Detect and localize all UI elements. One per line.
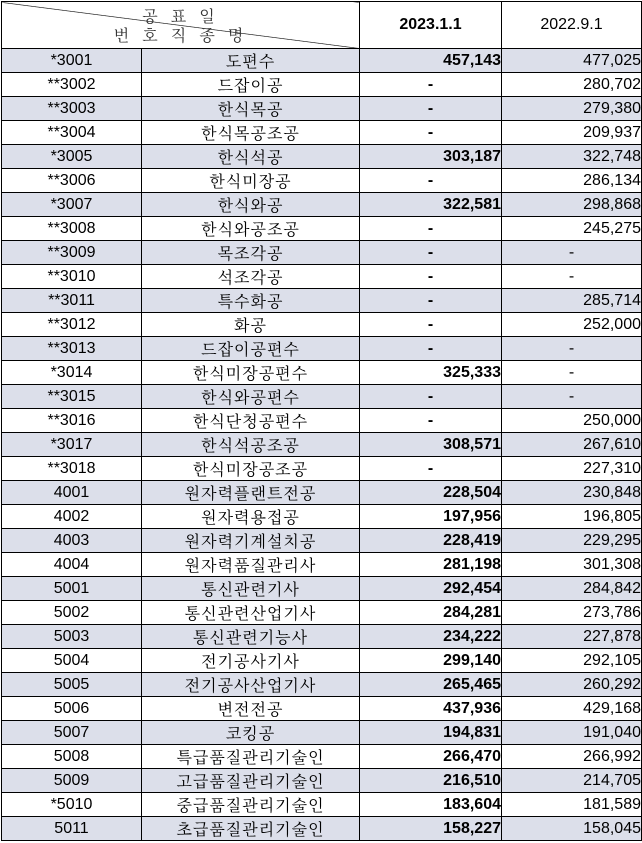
row-wage-2022-cell: 227,310 bbox=[502, 457, 642, 481]
row-wage-2022-cell: 477,025 bbox=[502, 49, 642, 73]
row-job-name-cell: 한식미장공 bbox=[142, 169, 360, 193]
table-row bbox=[2, 553, 642, 577]
table-row bbox=[2, 673, 642, 697]
row-number-cell: 4001 bbox=[2, 481, 142, 505]
row-number-cell: **3010 bbox=[2, 265, 142, 289]
row-wage-2023-cell: 292,454 bbox=[360, 577, 502, 601]
row-job-name-cell: 석조각공 bbox=[142, 265, 360, 289]
row-wage-2022-cell: 285,714 bbox=[502, 289, 642, 313]
row-wage-2022-cell: - bbox=[502, 241, 642, 265]
row-job-name-cell: 한식와공편수 bbox=[142, 385, 360, 409]
row-number-cell: *3014 bbox=[2, 361, 142, 385]
row-number-cell: 5001 bbox=[2, 577, 142, 601]
row-job-name-cell: 중급품질관리기술인 bbox=[142, 793, 360, 817]
table-row bbox=[2, 505, 642, 529]
row-job-name-cell: 목조각공 bbox=[142, 241, 360, 265]
row-wage-2023-cell: - bbox=[360, 121, 502, 145]
row-number-cell: **3003 bbox=[2, 97, 142, 121]
row-number-cell: 5007 bbox=[2, 721, 142, 745]
row-wage-2022-cell: 279,380 bbox=[502, 97, 642, 121]
row-wage-2022-cell: 209,937 bbox=[502, 121, 642, 145]
table-row bbox=[2, 361, 642, 385]
row-wage-2023-cell: 299,140 bbox=[360, 649, 502, 673]
row-number-cell: 4003 bbox=[2, 529, 142, 553]
row-wage-2023-cell: - bbox=[360, 73, 502, 97]
table-row bbox=[2, 817, 642, 841]
table-row bbox=[2, 313, 642, 337]
row-wage-2023-cell: 183,604 bbox=[360, 793, 502, 817]
row-job-name-cell: 드잡이공편수 bbox=[142, 337, 360, 361]
row-wage-2023-cell: - bbox=[360, 409, 502, 433]
row-wage-2022-cell: 191,040 bbox=[502, 721, 642, 745]
row-wage-2022-cell: 260,292 bbox=[502, 673, 642, 697]
wage-table bbox=[1, 1, 642, 841]
row-job-name-cell: 한식목공 bbox=[142, 97, 360, 121]
row-number-cell: 5008 bbox=[2, 745, 142, 769]
row-wage-2023-cell: 158,227 bbox=[360, 817, 502, 841]
row-number-cell: **3009 bbox=[2, 241, 142, 265]
header-announce-label: 공 표 일 bbox=[142, 7, 219, 26]
row-wage-2023-cell: 228,504 bbox=[360, 481, 502, 505]
table-row bbox=[2, 121, 642, 145]
row-wage-2023-cell: 284,281 bbox=[360, 601, 502, 625]
row-wage-2022-cell: 298,868 bbox=[502, 193, 642, 217]
row-wage-2022-cell: 267,610 bbox=[502, 433, 642, 457]
row-number-cell: **3013 bbox=[2, 337, 142, 361]
row-wage-2022-cell: 286,134 bbox=[502, 169, 642, 193]
table-row bbox=[2, 481, 642, 505]
row-job-name-cell: 변전전공 bbox=[142, 697, 360, 721]
row-job-name-cell: 원자력품질관리사 bbox=[142, 553, 360, 577]
table-row bbox=[2, 49, 642, 73]
row-number-cell: 4004 bbox=[2, 553, 142, 577]
row-wage-2022-cell: 273,786 bbox=[502, 601, 642, 625]
row-wage-2023-cell: 228,419 bbox=[360, 529, 502, 553]
row-number-cell: **3016 bbox=[2, 409, 142, 433]
row-number-cell: *3005 bbox=[2, 145, 142, 169]
row-wage-2023-cell: - bbox=[360, 169, 502, 193]
table-row bbox=[2, 721, 642, 745]
row-job-name-cell: 도편수 bbox=[142, 49, 360, 73]
row-number-cell: 5005 bbox=[2, 673, 142, 697]
header-date-old: 2022.9.1 bbox=[502, 2, 642, 49]
row-wage-2023-cell: 194,831 bbox=[360, 721, 502, 745]
row-job-name-cell: 한식석공조공 bbox=[142, 433, 360, 457]
row-wage-2023-cell: - bbox=[360, 313, 502, 337]
row-wage-2022-cell: 230,848 bbox=[502, 481, 642, 505]
row-job-name-cell: 한식미장공조공 bbox=[142, 457, 360, 481]
row-job-name-cell: 한식와공조공 bbox=[142, 217, 360, 241]
row-number-cell: **3011 bbox=[2, 289, 142, 313]
row-job-name-cell: 초급품질관리기술인 bbox=[142, 817, 360, 841]
row-wage-2023-cell: 303,187 bbox=[360, 145, 502, 169]
row-wage-2023-cell: 325,333 bbox=[360, 361, 502, 385]
row-wage-2022-cell: - bbox=[502, 337, 642, 361]
table-row bbox=[2, 97, 642, 121]
table-row bbox=[2, 169, 642, 193]
row-wage-2022-cell: 158,045 bbox=[502, 817, 642, 841]
table-row bbox=[2, 529, 642, 553]
table-row bbox=[2, 433, 642, 457]
row-number-cell: *3007 bbox=[2, 193, 142, 217]
row-wage-2023-cell: - bbox=[360, 217, 502, 241]
table-row bbox=[2, 577, 642, 601]
row-number-cell: 5011 bbox=[2, 817, 142, 841]
row-number-cell: **3006 bbox=[2, 169, 142, 193]
table-row bbox=[2, 625, 642, 649]
row-job-name-cell: 통신관련기능사 bbox=[142, 625, 360, 649]
row-wage-2023-cell: 457,143 bbox=[360, 49, 502, 73]
row-job-name-cell: 드잡이공 bbox=[142, 73, 360, 97]
row-job-name-cell: 원자력기계설치공 bbox=[142, 529, 360, 553]
row-number-cell: *5010 bbox=[2, 793, 142, 817]
table-row bbox=[2, 409, 642, 433]
row-job-name-cell: 통신관련기사 bbox=[142, 577, 360, 601]
row-wage-2022-cell: 245,275 bbox=[502, 217, 642, 241]
row-wage-2023-cell: 266,470 bbox=[360, 745, 502, 769]
row-wage-2023-cell: 197,956 bbox=[360, 505, 502, 529]
row-number-cell: **3004 bbox=[2, 121, 142, 145]
row-job-name-cell: 고급품질관리기술인 bbox=[142, 769, 360, 793]
row-wage-2023-cell: 322,581 bbox=[360, 193, 502, 217]
row-number-cell: 5006 bbox=[2, 697, 142, 721]
table-row bbox=[2, 649, 642, 673]
row-wage-2023-cell: - bbox=[360, 289, 502, 313]
row-number-cell: **3008 bbox=[2, 217, 142, 241]
row-job-name-cell: 특수화공 bbox=[142, 289, 360, 313]
row-wage-2022-cell: 292,105 bbox=[502, 649, 642, 673]
row-number-cell: *3001 bbox=[2, 49, 142, 73]
row-job-name-cell: 한식미장공편수 bbox=[142, 361, 360, 385]
header-number-job-label: 번 호 직 종 명 bbox=[113, 26, 248, 45]
table-row bbox=[2, 289, 642, 313]
row-wage-2022-cell: - bbox=[502, 385, 642, 409]
row-number-cell: *3017 bbox=[2, 433, 142, 457]
row-wage-2022-cell: 266,992 bbox=[502, 745, 642, 769]
table-row bbox=[2, 601, 642, 625]
row-wage-2022-cell: 196,805 bbox=[502, 505, 642, 529]
row-wage-2022-cell: 301,308 bbox=[502, 553, 642, 577]
row-wage-2022-cell: 181,589 bbox=[502, 793, 642, 817]
row-wage-2023-cell: - bbox=[360, 97, 502, 121]
row-wage-2023-cell: 437,936 bbox=[360, 697, 502, 721]
row-job-name-cell: 한식목공조공 bbox=[142, 121, 360, 145]
table-row bbox=[2, 337, 642, 361]
table-row bbox=[2, 265, 642, 289]
row-wage-2022-cell: 250,000 bbox=[502, 409, 642, 433]
row-job-name-cell: 한식단청공편수 bbox=[142, 409, 360, 433]
row-number-cell: 5002 bbox=[2, 601, 142, 625]
table-row bbox=[2, 745, 642, 769]
row-number-cell: **3012 bbox=[2, 313, 142, 337]
table-row bbox=[2, 241, 642, 265]
row-wage-2023-cell: 308,571 bbox=[360, 433, 502, 457]
row-number-cell: **3018 bbox=[2, 457, 142, 481]
row-job-name-cell: 통신관련산업기사 bbox=[142, 601, 360, 625]
row-wage-2022-cell: 429,168 bbox=[502, 697, 642, 721]
row-wage-2022-cell: 280,702 bbox=[502, 73, 642, 97]
header-no-job-cell bbox=[2, 2, 360, 49]
table-row bbox=[2, 193, 642, 217]
row-number-cell: **3002 bbox=[2, 73, 142, 97]
row-wage-2023-cell: - bbox=[360, 457, 502, 481]
row-wage-2022-cell: - bbox=[502, 265, 642, 289]
table-row bbox=[2, 217, 642, 241]
table-body bbox=[2, 49, 642, 841]
row-wage-2023-cell: - bbox=[360, 265, 502, 289]
table-row bbox=[2, 457, 642, 481]
row-number-cell: 4002 bbox=[2, 505, 142, 529]
row-wage-2022-cell: 284,842 bbox=[502, 577, 642, 601]
row-wage-2023-cell: - bbox=[360, 337, 502, 361]
row-wage-2023-cell: - bbox=[360, 241, 502, 265]
row-wage-2022-cell: 214,705 bbox=[502, 769, 642, 793]
row-number-cell: **3015 bbox=[2, 385, 142, 409]
table-row bbox=[2, 385, 642, 409]
row-wage-2023-cell: 234,222 bbox=[360, 625, 502, 649]
table-row bbox=[2, 73, 642, 97]
row-job-name-cell: 원자력플랜트전공 bbox=[142, 481, 360, 505]
row-job-name-cell: 전기공사기사 bbox=[142, 649, 360, 673]
header-date-new: 2023.1.1 bbox=[360, 2, 502, 49]
header-row bbox=[2, 2, 642, 49]
table-row bbox=[2, 769, 642, 793]
row-wage-2022-cell: 227,878 bbox=[502, 625, 642, 649]
row-number-cell: 5003 bbox=[2, 625, 142, 649]
row-wage-2022-cell: 322,748 bbox=[502, 145, 642, 169]
row-number-cell: 5009 bbox=[2, 769, 142, 793]
row-wage-2022-cell: 229,295 bbox=[502, 529, 642, 553]
table-row bbox=[2, 697, 642, 721]
row-job-name-cell: 전기공사산업기사 bbox=[142, 673, 360, 697]
row-job-name-cell: 화공 bbox=[142, 313, 360, 337]
row-wage-2023-cell: - bbox=[360, 385, 502, 409]
row-wage-2023-cell: 265,465 bbox=[360, 673, 502, 697]
row-wage-2023-cell: 281,198 bbox=[360, 553, 502, 577]
row-wage-2022-cell: - bbox=[502, 361, 642, 385]
row-wage-2022-cell: 252,000 bbox=[502, 313, 642, 337]
row-job-name-cell: 코킹공 bbox=[142, 721, 360, 745]
row-number-cell: 5004 bbox=[2, 649, 142, 673]
table-row bbox=[2, 145, 642, 169]
row-job-name-cell: 원자력용접공 bbox=[142, 505, 360, 529]
table-row bbox=[2, 793, 642, 817]
row-wage-2023-cell: 216,510 bbox=[360, 769, 502, 793]
row-job-name-cell: 특급품질관리기술인 bbox=[142, 745, 360, 769]
row-job-name-cell: 한식석공 bbox=[142, 145, 360, 169]
row-job-name-cell: 한식와공 bbox=[142, 193, 360, 217]
